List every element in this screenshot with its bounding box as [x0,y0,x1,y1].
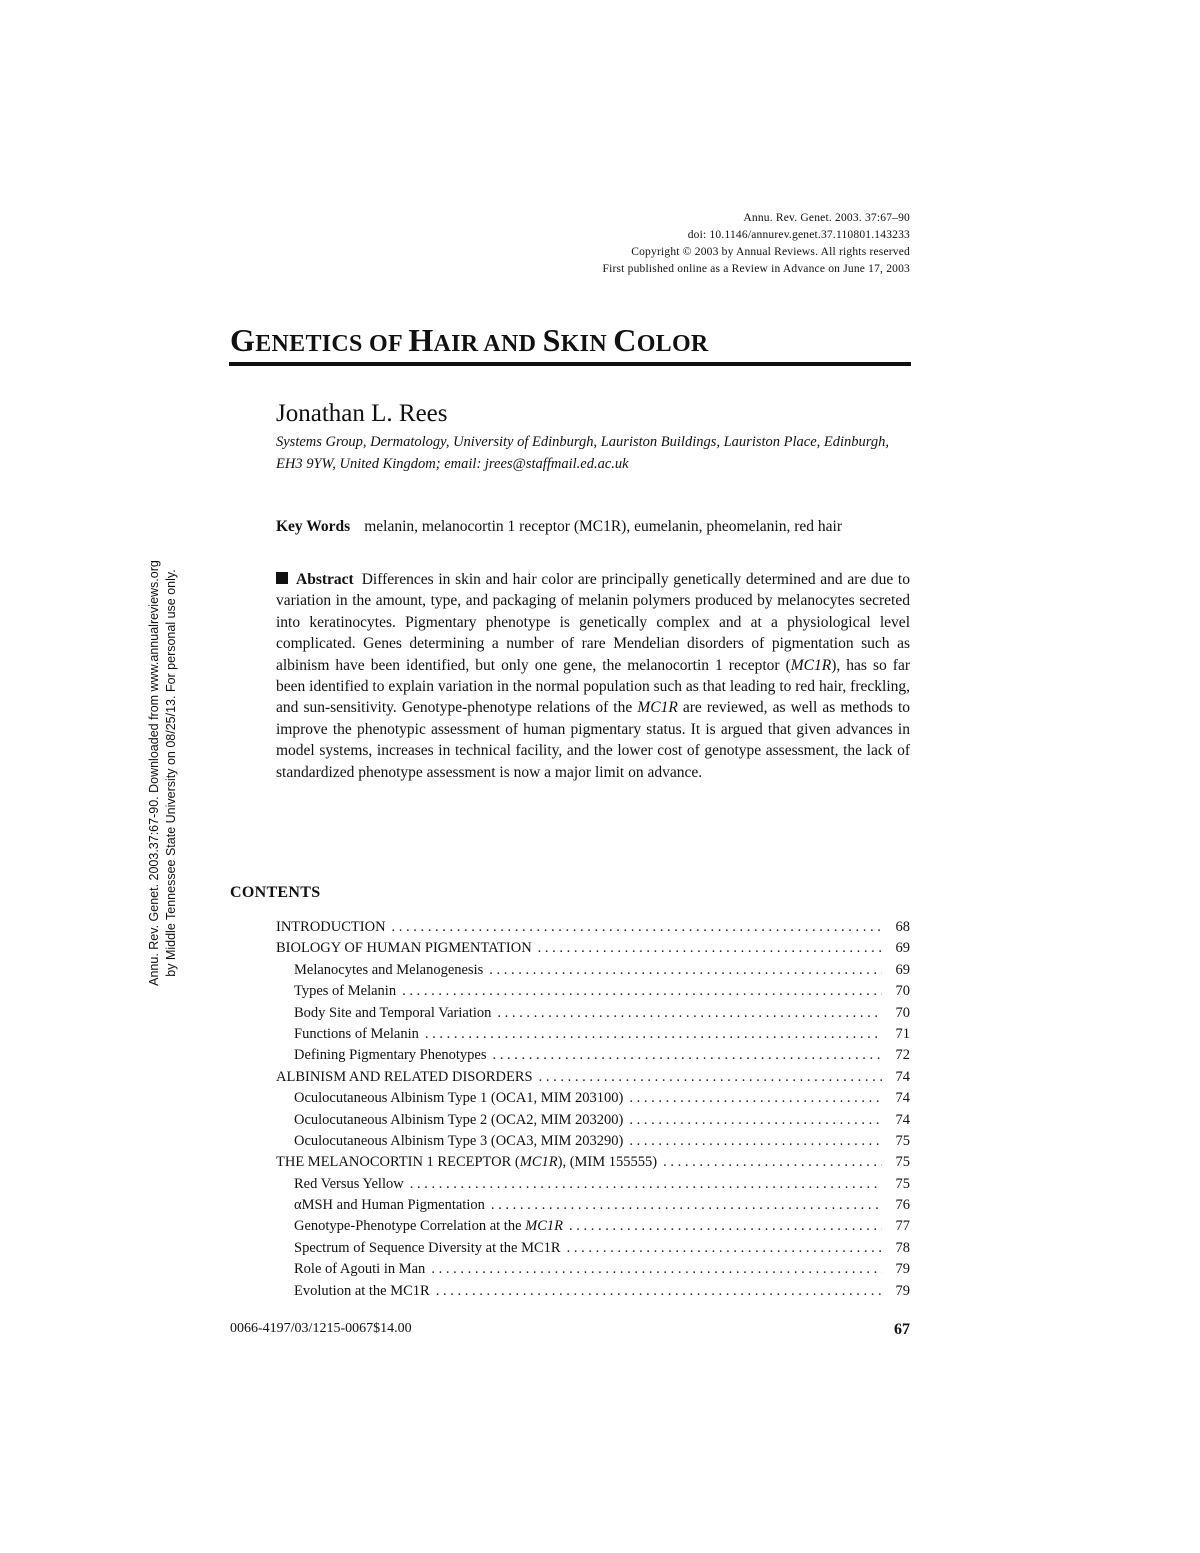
published-note: First published online as a Review in Advance on June 17, 2003 [602,263,910,275]
table-of-contents [276,919,910,1304]
toc-row: Red Versus Yellow . . . 75 [276,1176,910,1197]
copyright: Copyright © 2003 by Annual Reviews. All rights reserved [631,246,910,258]
toc-row: INTRODUCTION . . . 68 [276,919,910,940]
toc-row: THE MELANOCORTIN 1 RECEPTOR (MC1R), (MIM 155555) . . . 75 [276,1154,910,1175]
toc-row: Body Site and Temporal Variation . . . 70 [276,1005,910,1026]
journal-header [602,210,910,278]
toc-row: Spectrum of Sequence Diversity at the MC1R . . . 78 [276,1240,910,1261]
download-watermark: Annu. Rev. Genet. 2003.37:67-90. Downloaded from www.annualreviews.org by Middle Tennessee State University on 08/25/13. For personal use only. [147,560,178,986]
issn-price: 0066-4197/03/1215-0067$14.00 [230,1321,412,1336]
toc-row: Functions of Melanin . . . 71 [276,1026,910,1047]
article-title: GENETICS OF HAIR AND SKIN COLOR [230,322,709,358]
author-affiliation: Systems Group, Dermatology, University of Edinburgh, Lauriston Buildings, Lauriston Place, Edinburgh, EH3 9YW, United Kingdom; email: jrees@staffmail.ed.ac.uk [276,434,890,472]
title-rule [229,362,911,366]
toc-row: Oculocutaneous Albinism Type 1 (OCA1, MIM 203100) . . . 74 [276,1090,910,1111]
toc-row: Oculocutaneous Albinism Type 2 (OCA2, MIM 203200) . . . 74 [276,1112,910,1133]
toc-row: αMSH and Human Pigmentation . . . 76 [276,1197,910,1218]
toc-row: BIOLOGY OF HUMAN PIGMENTATION . . . 69 [276,940,910,961]
toc-row: Defining Pigmentary Phenotypes . . . 72 [276,1047,910,1068]
page-number: 67 [894,1321,910,1338]
page-footer [230,1321,910,1341]
toc-row: Melanocytes and Melanogenesis . . . 69 [276,962,910,983]
doi: doi: 10.1146/annurev.genet.37.110801.143233 [687,229,910,241]
toc-row: ALBINISM AND RELATED DISORDERS . . . 74 [276,1069,910,1090]
toc-row: Role of Agouti in Man . . . 79 [276,1261,910,1282]
abstract-label: Abstract [296,571,354,588]
abstract: Abstract Differences in skin and hair color are principally genetically determined and are due to variation in the amount, type, and packaging of melanin polymers produced by melanocytes secreted into keratinocytes. Pigmentary phenotype is genetically complex and at a physiological level complicated. Genes determining a number of rare Mendelian disorders of pigmentation such as albinism have been identified, but only one gene, the melanocortin 1 receptor (MC1R), has so far been identified to explain variation in the normal population such as that leading to red hair, freckling, and sun-sensitivity. Genotype-phenotype relations of the MC1R are reviewed, as well as methods to improve the phenotypic assessment of human pigmentary status. It is argued that given advances in model systems, increases in technical facility, and the lower cost of genotype assessment, the lack of standardized phenotype assessment is now a major limit on advance. [276,571,911,781]
keywords [276,515,910,538]
square-bullet-icon [276,572,288,584]
citation: Annu. Rev. Genet. 2003. 37:67–90 [743,212,910,224]
toc-row: Types of Melanin . . . 70 [276,983,910,1004]
keywords-text: melanin, melanocortin 1 receptor (MC1R), eumelanin, pheomelanin, red hair [364,518,842,535]
toc-row: Evolution at the MC1R . . . 79 [276,1283,910,1304]
toc-row: Oculocutaneous Albinism Type 3 (OCA3, MIM 203290) . . . 75 [276,1133,910,1154]
keywords-label: Key Words [276,518,351,535]
author-name: Jonathan L. Rees [276,400,448,427]
contents-heading: CONTENTS [230,884,321,901]
toc-row: Genotype-Phenotype Correlation at the MC1R . . . 77 [276,1218,910,1239]
